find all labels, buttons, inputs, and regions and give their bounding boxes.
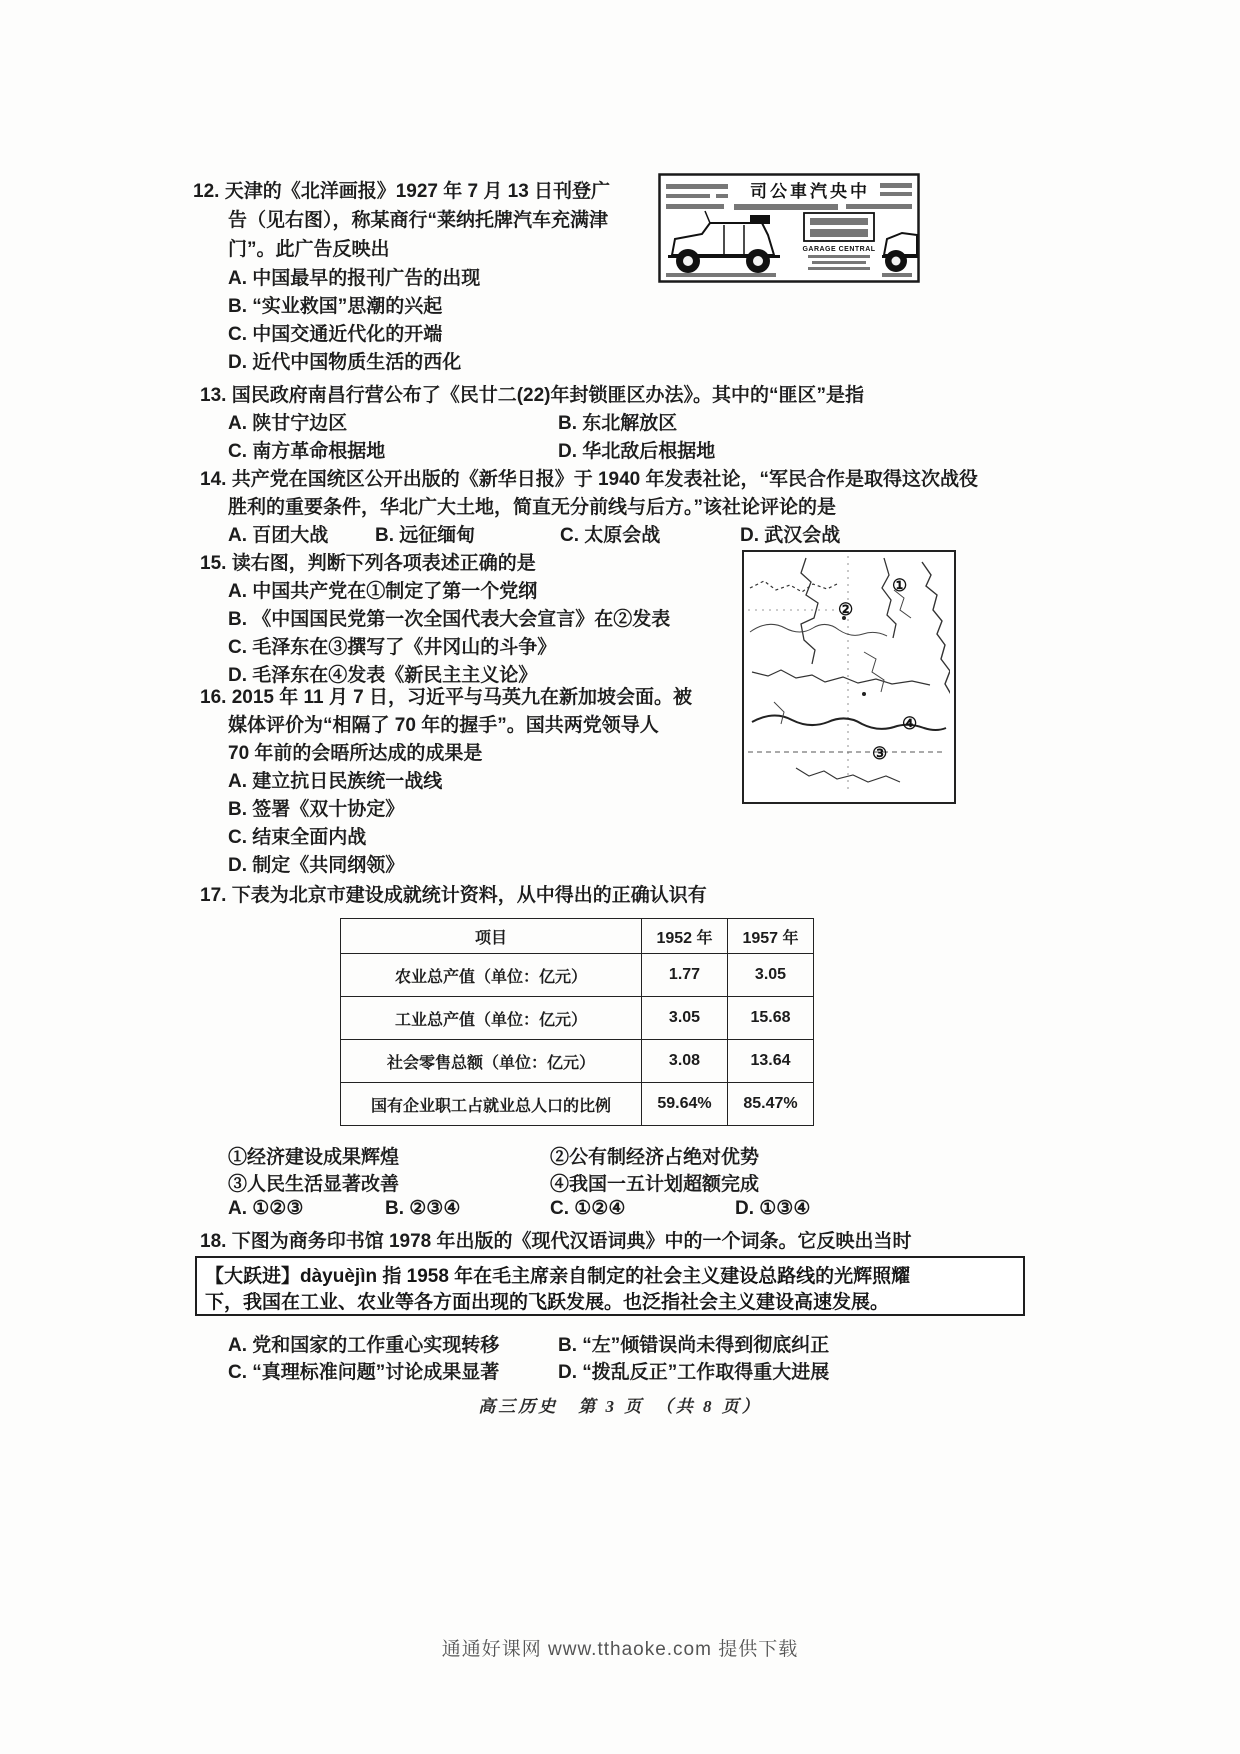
- map-marker-2: ②: [838, 600, 854, 619]
- q12-option-d: D. 近代中国物质生活的西化: [228, 352, 462, 373]
- q15-option-c: C. 毛泽东在③撰写了《井冈山的斗争》: [228, 637, 557, 658]
- table-header-1952: 1952 年: [642, 919, 728, 954]
- q16-option-c: C. 结束全面内战: [228, 827, 367, 848]
- table-cell: 13.64: [728, 1040, 814, 1083]
- map-marker-3: ③: [872, 744, 888, 763]
- q16-option-a: A. 建立抗日民族统一战线: [228, 771, 443, 792]
- q15-stem: 15. 读右图，判断下列各项表述正确的是: [200, 553, 536, 574]
- table-row: [341, 1040, 814, 1083]
- table-cell: 工业总产值（单位：亿元）: [341, 997, 642, 1040]
- q18-option-b: B. “左”倾错误尚未得到彻底纠正: [558, 1335, 830, 1356]
- table-cell: 3.08: [642, 1040, 728, 1083]
- q17-option-a: A. ①②③: [228, 1198, 304, 1219]
- table-cell: 农业总产值（单位：亿元）: [341, 954, 642, 997]
- q15-option-b: B. 《中国国民党第一次全国代表大会宣言》在②发表: [228, 609, 671, 630]
- q12-stem-line-2: 告（见右图），称某商行“莱纳托牌汽车充满津: [228, 210, 609, 231]
- q17-item-3: ③人民生活显著改善: [228, 1174, 400, 1195]
- table-cell: 国有企业职工占就业总人口的比例: [341, 1083, 642, 1126]
- q15-option-d: D. 毛泽东在④发表《新民主主义论》: [228, 665, 538, 686]
- q12-option-c: C. 中国交通近代化的开端: [228, 324, 443, 345]
- table-row: [341, 997, 814, 1040]
- q18-option-d: D. “拨乱反正”工作取得重大进展: [558, 1362, 830, 1383]
- table-cell: 1.77: [642, 954, 728, 997]
- q12-stem-line-1: 12. 天津的《北洋画报》1927 年 7 月 13 日刊登广: [193, 181, 611, 202]
- dict-entry-line-1: 【大跃进】dàyuèjìn 指 1958 年在毛主席亲自制定的社会主义建设总路线的光辉照耀: [205, 1266, 911, 1287]
- dictionary-entry-box: [195, 1256, 1025, 1316]
- q17-item-2: ②公有制经济占绝对优势: [550, 1147, 760, 1168]
- vintage-car-ad-image: [658, 173, 920, 283]
- q14-option-d: D. 武汉会战: [740, 525, 841, 546]
- page-footer: 高三历史 第 3 页 （共 8 页）: [478, 1397, 762, 1416]
- table-header-row: [341, 919, 814, 954]
- q12-stem-line-3: 门”。此广告反映出: [228, 239, 390, 260]
- table-cell: 15.68: [728, 997, 814, 1040]
- q17-stem: 17. 下表为北京市建设成就统计资料，从中得出的正确认识有: [200, 885, 707, 906]
- q14-stem-line-2: 胜利的重要条件，华北广大土地，简直无分前线与后方。”该社论评论的是: [228, 497, 837, 518]
- q14-option-a: A. 百团大战: [228, 525, 329, 546]
- table-row: [341, 1083, 814, 1126]
- q18-stem: 18. 下图为商务印书馆 1978 年出版的《现代汉语词典》中的一个词条。它反映出当时: [200, 1231, 912, 1252]
- q17-option-c: C. ①②④: [550, 1198, 626, 1219]
- table-cell: 3.05: [728, 954, 814, 997]
- q14-option-c: C. 太原会战: [560, 525, 661, 546]
- q12-option-b: B. “实业救国”思潮的兴起: [228, 296, 443, 317]
- q15-map-figure: [742, 550, 956, 804]
- q17-item-1: ①经济建设成果辉煌: [228, 1147, 400, 1168]
- dict-entry-line-2: 下，我国在工业、农业等各方面出现的飞跃发展。也泛指社会主义建设高速发展。: [205, 1292, 890, 1313]
- table-row: [341, 954, 814, 997]
- map-marker-1: ①: [892, 576, 908, 595]
- q12-option-a: A. 中国最早的报刊广告的出现: [228, 268, 481, 289]
- q16-option-b: B. 签署《双十协定》: [228, 799, 405, 820]
- q12-advertisement-figure: [658, 173, 920, 283]
- table-cell: 85.47%: [728, 1083, 814, 1126]
- table-header-item: 项目: [341, 919, 642, 954]
- site-watermark: 通通好课网 www.tthaoke.com 提供下载: [441, 1639, 799, 1660]
- q16-stem-line-1: 16. 2015 年 11 月 7 日，习近平与马英九在新加坡会面。被: [200, 687, 693, 708]
- q18-option-c: C. “真理标准问题”讨论成果显著: [228, 1362, 500, 1383]
- table-cell: 社会零售总额（单位：亿元）: [341, 1040, 642, 1083]
- q16-stem-line-3: 70 年前的会晤所达成的成果是: [228, 743, 483, 764]
- q17-option-b: B. ②③④: [385, 1198, 461, 1219]
- ad-garage-label: GARAGE CENTRAL: [802, 246, 876, 253]
- q17-item-4: ④我国一五计划超额完成: [550, 1174, 760, 1195]
- china-region-map: [744, 552, 950, 798]
- q16-option-d: D. 制定《共同纲领》: [228, 855, 405, 876]
- q13-option-b: B. 东北解放区: [558, 413, 678, 434]
- q13-stem: 13. 国民政府南昌行营公布了《民廿二(22)年封锁匪区办法》。其中的“匪区”是指: [200, 385, 864, 406]
- q14-option-b: B. 远征缅甸: [375, 525, 476, 546]
- q13-option-d: D. 华北敌后根据地: [558, 441, 716, 462]
- q16-stem-line-2: 媒体评价为“相隔了 70 年的握手”。国共两党领导人: [228, 715, 659, 736]
- beijing-statistics-table: [340, 918, 814, 1126]
- ad-company-name: 司公車汽央中: [750, 182, 870, 201]
- table-cell: 3.05: [642, 997, 728, 1040]
- map-marker-4: ④: [902, 714, 918, 733]
- q13-option-c: C. 南方革命根据地: [228, 441, 386, 462]
- table-cell: 59.64%: [642, 1083, 728, 1126]
- q15-option-a: A. 中国共产党在①制定了第一个党纲: [228, 581, 538, 602]
- q18-option-a: A. 党和国家的工作重心实现转移: [228, 1335, 500, 1356]
- q14-stem-line-1: 14. 共产党在国统区公开出版的《新华日报》于 1940 年发表社论，“军民合作是取得这次战役: [200, 469, 979, 490]
- q17-option-d: D. ①③④: [735, 1198, 811, 1219]
- table-header-1957: 1957 年: [728, 919, 814, 954]
- q13-option-a: A. 陕甘宁边区: [228, 413, 348, 434]
